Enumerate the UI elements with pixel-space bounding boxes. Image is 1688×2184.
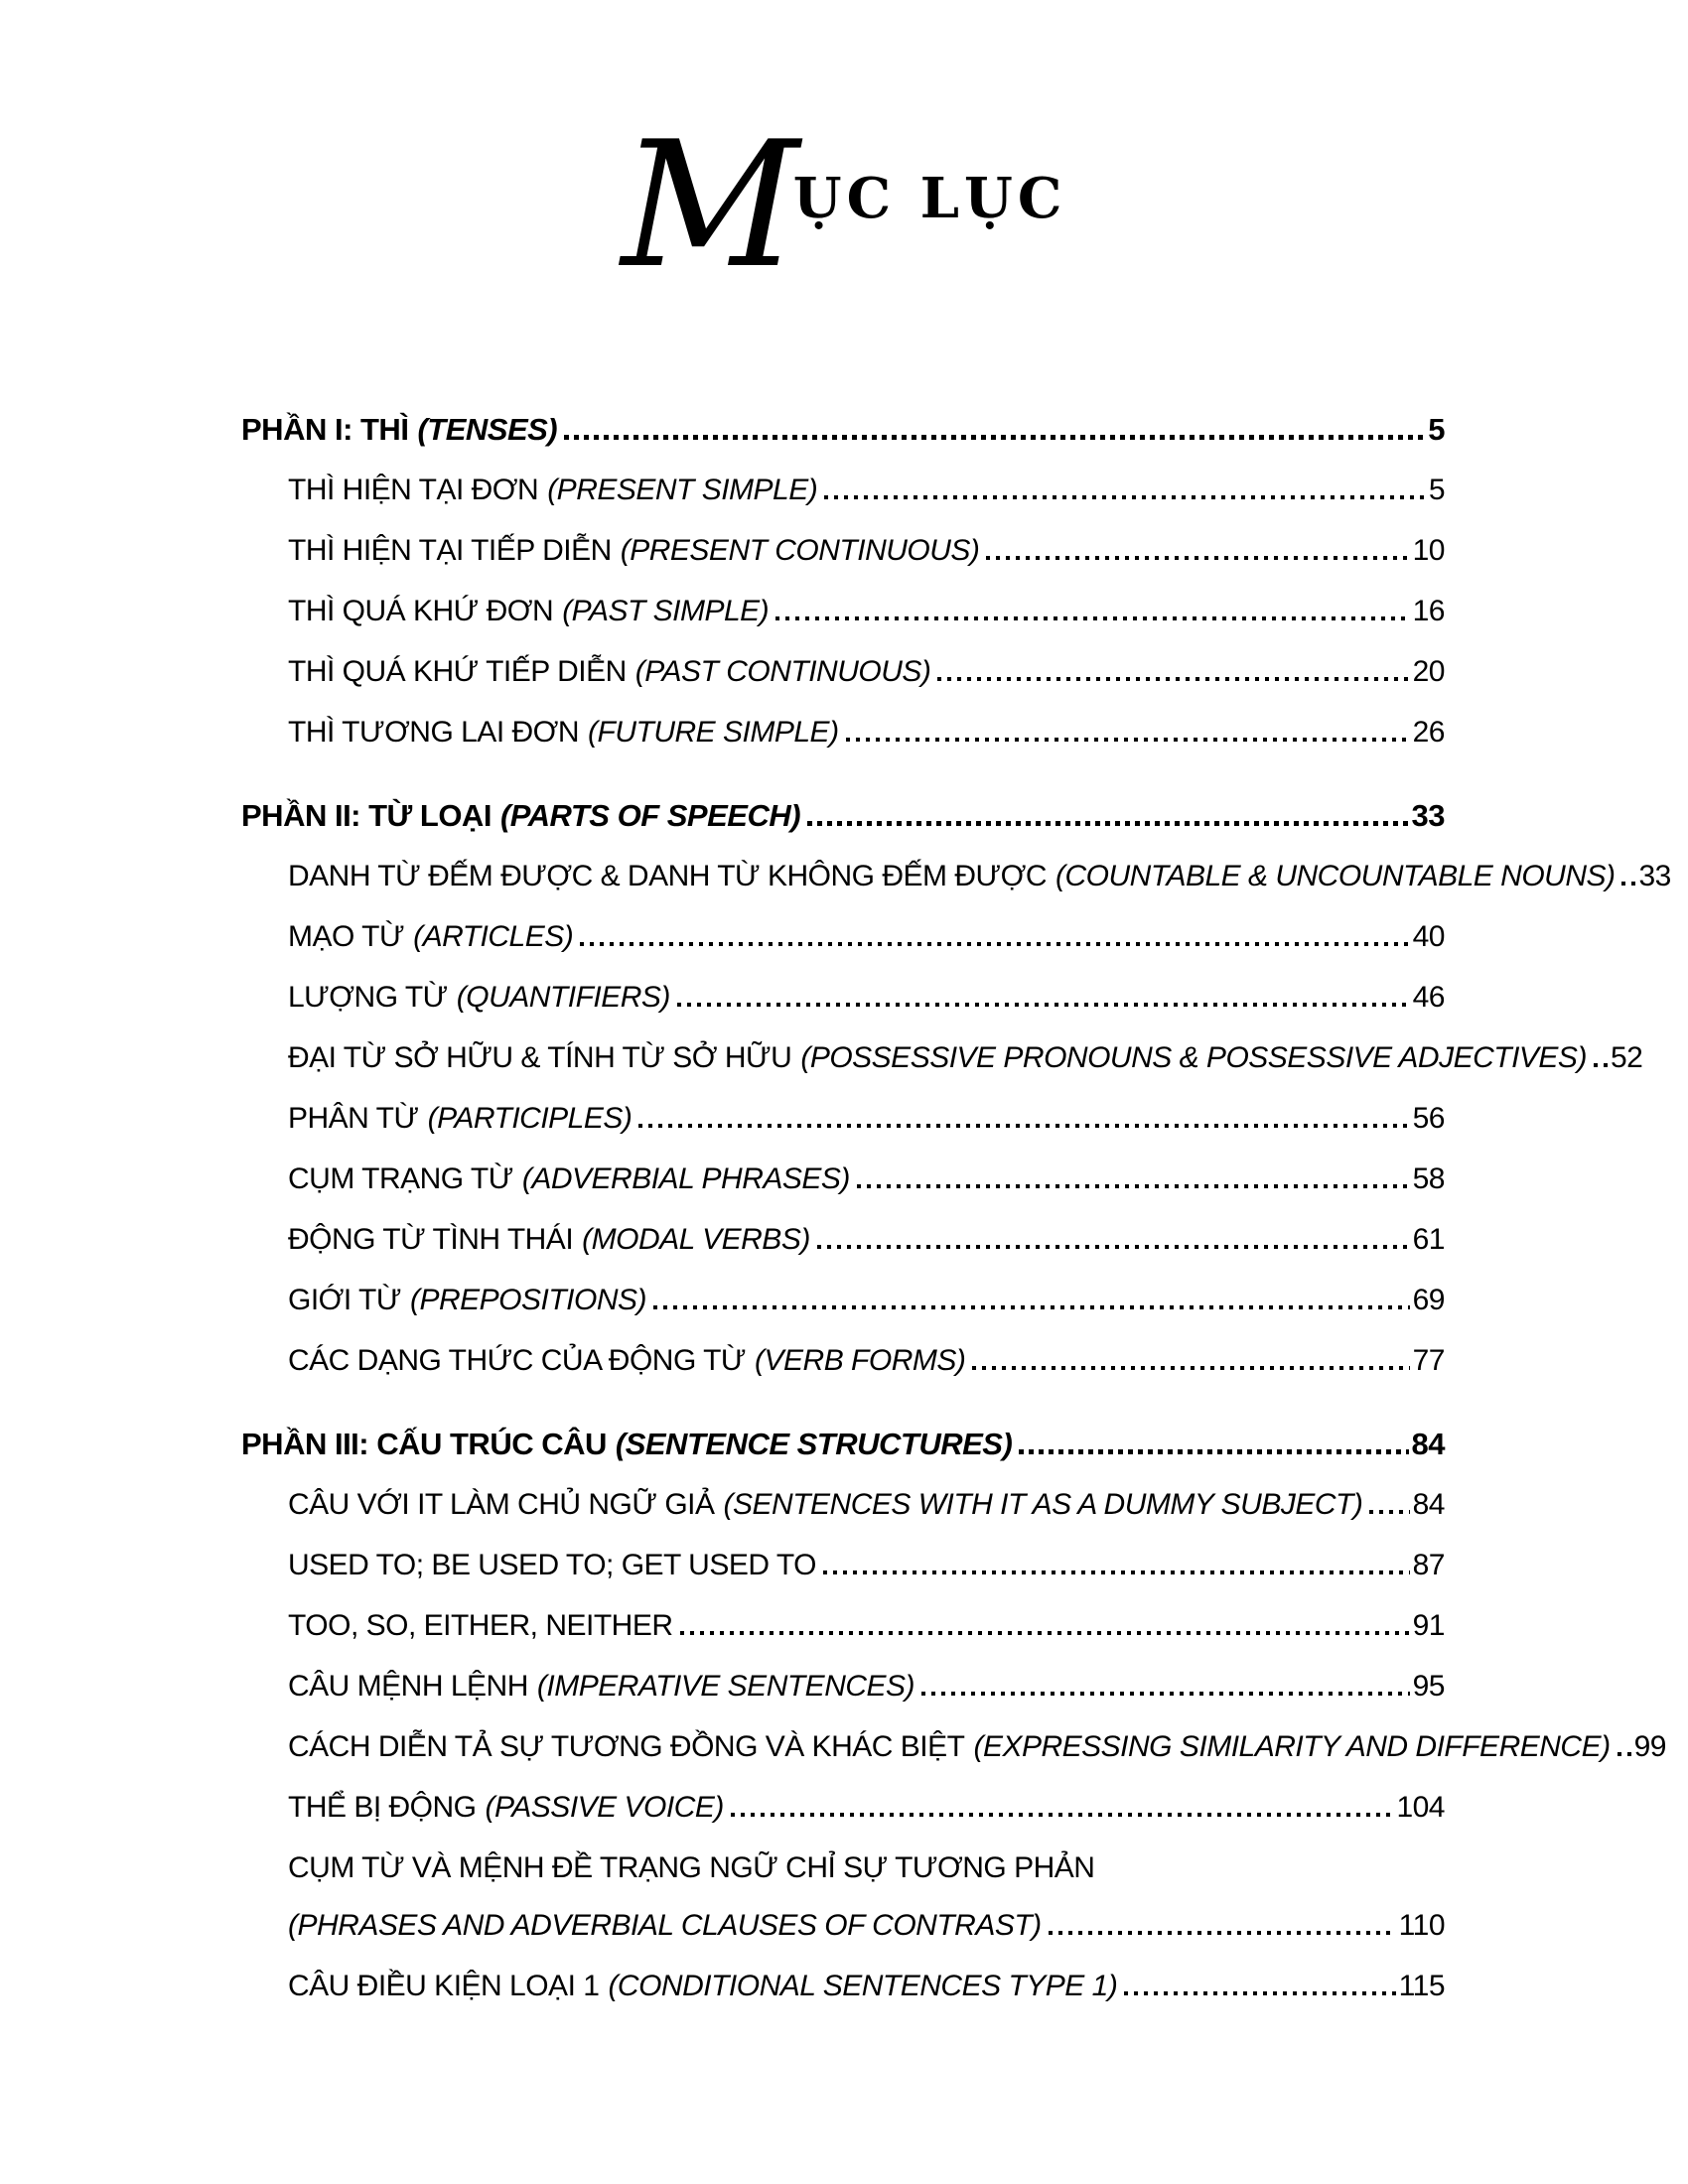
dot-leader bbox=[823, 1570, 1410, 1574]
entry-label bbox=[288, 1283, 646, 1318]
toc-entry bbox=[241, 1729, 1666, 1765]
toc-entry bbox=[241, 715, 1445, 751]
entry-label-vi: CỤM TRẠNG TỪ bbox=[288, 1162, 513, 1195]
toc-entry bbox=[241, 1487, 1445, 1523]
entry-label-vi: CÂU MỆNH LỆNH bbox=[288, 1670, 528, 1703]
entry-label-en: (EXPRESSING SIMILARITY AND DIFFERENCE) bbox=[973, 1730, 1611, 1763]
entry-label bbox=[288, 1040, 1587, 1076]
toc-entry bbox=[241, 1283, 1445, 1318]
section-label-vi: PHẦN II: TỪ LOẠI bbox=[241, 798, 492, 833]
toc-entry bbox=[241, 1850, 1445, 1886]
page-number: 33 bbox=[1411, 798, 1445, 833]
toc-list bbox=[241, 412, 1671, 2029]
dot-leader bbox=[1019, 1449, 1408, 1454]
toc-section-header bbox=[241, 798, 1445, 834]
entry-label-vi: LƯỢNG TỪ bbox=[288, 981, 448, 1014]
page-number: 87 bbox=[1412, 1549, 1445, 1581]
entry-label-vi: CỤM TỪ VÀ MỆNH ĐỀ TRẠNG NGỮ CHỈ SỰ TƯƠNG PHẢN bbox=[288, 1851, 1095, 1884]
entry-label-en: (SENTENCES WITH IT AS A DUMMY SUBJECT) bbox=[723, 1488, 1363, 1521]
entry-label bbox=[288, 715, 839, 751]
toc-entry bbox=[241, 1343, 1445, 1379]
entry-label bbox=[288, 594, 769, 629]
toc-entry bbox=[241, 1222, 1445, 1258]
section-label-en: (PARTS OF SPEECH) bbox=[499, 798, 801, 833]
section-label-vi: PHẦN I: THÌ bbox=[241, 412, 409, 447]
toc-section-header bbox=[241, 412, 1445, 448]
entry-label bbox=[288, 1850, 1094, 1886]
page-number: 69 bbox=[1412, 1284, 1445, 1316]
dot-leader bbox=[638, 1124, 1409, 1128]
dot-leader bbox=[677, 1003, 1410, 1007]
page-number: 77 bbox=[1412, 1344, 1445, 1377]
entry-label-en: (CONDITIONAL SENTENCES TYPE 1) bbox=[608, 1970, 1118, 2002]
page-number: 40 bbox=[1412, 920, 1445, 953]
entry-label-en: (PHRASES AND ADVERBIAL CLAUSES OF CONTRAST) bbox=[288, 1909, 1042, 1942]
entry-label-vi: THÌ TƯƠNG LAI ĐƠN bbox=[288, 716, 580, 749]
toc-entry bbox=[241, 1608, 1445, 1644]
section-label bbox=[241, 412, 557, 448]
entry-label-en: (ADVERBIAL PHRASES) bbox=[521, 1162, 850, 1195]
section-label bbox=[241, 1427, 1012, 1462]
entry-label-en: (PRESENT SIMPLE) bbox=[547, 474, 818, 506]
page-number: 5 bbox=[1428, 412, 1445, 447]
page-number: 20 bbox=[1412, 655, 1445, 688]
toc-entry bbox=[241, 1161, 1445, 1197]
page-number: 16 bbox=[1412, 595, 1445, 627]
entry-label-en: (VERB FORMS) bbox=[755, 1344, 966, 1377]
toc-entry bbox=[241, 594, 1445, 629]
section-label-en: (SENTENCE STRUCTURES) bbox=[615, 1427, 1013, 1461]
entry-label-vi: MẠO TỪ bbox=[288, 920, 405, 953]
entry-label-en: (PARTICIPLES) bbox=[427, 1102, 633, 1135]
entry-label-vi: THÌ QUÁ KHỨ ĐƠN bbox=[288, 595, 554, 627]
page-number: 10 bbox=[1412, 534, 1445, 567]
page-number: 58 bbox=[1412, 1162, 1445, 1195]
page-number: 104 bbox=[1396, 1791, 1445, 1824]
dot-leader bbox=[972, 1366, 1409, 1370]
entry-label bbox=[288, 654, 930, 690]
page-number: 110 bbox=[1398, 1909, 1445, 1942]
dot-leader bbox=[653, 1305, 1410, 1309]
toc-entry bbox=[241, 919, 1445, 955]
section-label-en: (TENSES) bbox=[417, 412, 558, 447]
page-title bbox=[0, 105, 1688, 307]
entry-label-vi: THÌ HIỆN TẠI ĐƠN bbox=[288, 474, 539, 506]
toc-entry bbox=[241, 1969, 1445, 2004]
entry-label bbox=[288, 1729, 1611, 1765]
entry-label-vi: PHÂN TỪ bbox=[288, 1102, 419, 1135]
entry-label bbox=[288, 1608, 673, 1644]
dot-leader bbox=[807, 821, 1408, 826]
toc-entry bbox=[241, 980, 1445, 1016]
toc-entry bbox=[241, 859, 1671, 894]
section-label-vi: PHẦN III: CẤU TRÚC CÂU bbox=[241, 1427, 607, 1461]
entry-label-en: (PAST SIMPLE) bbox=[562, 595, 770, 627]
page-number: 56 bbox=[1412, 1102, 1445, 1135]
dot-leader bbox=[824, 495, 1426, 499]
page-number: 91 bbox=[1412, 1609, 1445, 1642]
page-number: 33 bbox=[1638, 860, 1671, 892]
dot-leader bbox=[857, 1184, 1410, 1188]
entry-label-vi: CÁC DẠNG THỨC CỦA ĐỘNG TỪ bbox=[288, 1344, 747, 1377]
entry-label-en: (QUANTIFIERS) bbox=[456, 981, 670, 1014]
dot-leader bbox=[564, 435, 1425, 440]
toc-entry bbox=[241, 533, 1445, 569]
section-label bbox=[241, 798, 800, 834]
dot-leader bbox=[680, 1631, 1410, 1635]
page-number: 61 bbox=[1412, 1223, 1445, 1256]
entry-label bbox=[288, 1222, 810, 1258]
page-number: 115 bbox=[1398, 1970, 1445, 2002]
entry-label bbox=[288, 1101, 632, 1137]
entry-label bbox=[288, 1669, 914, 1705]
entry-label-vi: CÁCH DIỄN TẢ SỰ TƯƠNG ĐỒNG VÀ KHÁC BIỆT bbox=[288, 1730, 965, 1763]
toc-entry bbox=[241, 473, 1445, 508]
dot-leader bbox=[921, 1692, 1410, 1696]
entry-label bbox=[288, 1343, 965, 1379]
toc-entry bbox=[241, 1669, 1445, 1705]
entry-label-en: (PREPOSITIONS) bbox=[409, 1284, 646, 1316]
dot-leader bbox=[775, 616, 1409, 620]
entry-label-vi: THỂ BỊ ĐỘNG bbox=[288, 1791, 477, 1824]
entry-label-en: (PASSIVE VOICE) bbox=[485, 1791, 724, 1824]
title-initial-letter: M bbox=[621, 105, 793, 307]
page-number: 26 bbox=[1412, 716, 1445, 749]
entry-label-en: (PRESENT CONTINUOUS) bbox=[620, 534, 980, 567]
entry-label bbox=[288, 859, 1615, 894]
dot-leader bbox=[937, 677, 1409, 681]
dot-leader bbox=[1049, 1931, 1396, 1935]
page-number: 52 bbox=[1610, 1041, 1643, 1074]
entry-label bbox=[288, 1548, 816, 1583]
toc-entry bbox=[241, 1101, 1445, 1137]
toc-entry bbox=[241, 654, 1445, 690]
toc-entry bbox=[241, 1790, 1445, 1826]
page-number: 99 bbox=[1633, 1730, 1666, 1763]
entry-label-en: (PAST CONTINUOUS) bbox=[634, 655, 931, 688]
entry-label-en: (ARTICLES) bbox=[413, 920, 574, 953]
page-number: 84 bbox=[1411, 1427, 1445, 1461]
dot-leader bbox=[731, 1813, 1394, 1817]
toc-entry bbox=[241, 1040, 1643, 1076]
entry-label-vi: TOO, SO, EITHER, NEITHER bbox=[288, 1609, 673, 1642]
toc-section-header bbox=[241, 1427, 1445, 1462]
entry-label-vi: USED TO; BE USED TO; GET USED TO bbox=[288, 1549, 816, 1581]
entry-label-vi: CÂU VỚI IT LÀM CHỦ NGỮ GIẢ bbox=[288, 1488, 715, 1521]
entry-label-en: (POSSESSIVE PRONOUNS & POSSESSIVE ADJECTIVES) bbox=[800, 1041, 1587, 1074]
entry-label bbox=[288, 1161, 850, 1197]
dot-leader bbox=[986, 556, 1409, 560]
page-number: 95 bbox=[1412, 1670, 1445, 1703]
entry-label-en: (MODAL VERBS) bbox=[582, 1223, 810, 1256]
entry-label bbox=[288, 1790, 724, 1826]
dot-leader bbox=[1621, 882, 1635, 886]
page-number: 46 bbox=[1412, 981, 1445, 1014]
entry-label bbox=[288, 473, 817, 508]
entry-label-vi: ĐẠI TỪ SỞ HỮU & TÍNH TỪ SỞ HỮU bbox=[288, 1041, 792, 1074]
entry-label bbox=[288, 980, 670, 1016]
entry-label bbox=[288, 919, 573, 955]
dot-leader bbox=[1618, 1752, 1631, 1756]
page-number: 5 bbox=[1428, 474, 1445, 506]
dot-leader bbox=[580, 942, 1409, 946]
entry-label bbox=[288, 533, 979, 569]
entry-label-vi: DANH TỪ ĐẾM ĐƯỢC & DANH TỪ KHÔNG ĐẾM ĐƯỢC bbox=[288, 860, 1048, 892]
toc-entry bbox=[241, 1548, 1445, 1583]
entry-label-vi: CÂU ĐIỀU KIỆN LOẠI 1 bbox=[288, 1970, 600, 2002]
entry-label-en: (FUTURE SIMPLE) bbox=[588, 716, 839, 749]
page-number: 84 bbox=[1412, 1488, 1445, 1521]
dot-leader bbox=[846, 738, 1410, 742]
dot-leader bbox=[817, 1245, 1410, 1249]
entry-label-vi: GIỚI TỪ bbox=[288, 1284, 401, 1316]
dot-leader bbox=[1594, 1063, 1608, 1067]
entry-label-en: (IMPERATIVE SENTENCES) bbox=[536, 1670, 915, 1703]
dot-leader bbox=[1124, 1991, 1395, 1995]
entry-label-vi: THÌ HIỆN TẠI TIẾP DIỄN bbox=[288, 534, 612, 567]
entry-label bbox=[288, 1908, 1042, 1944]
entry-label-vi: ĐỘNG TỪ TÌNH THÁI bbox=[288, 1223, 574, 1256]
dot-leader bbox=[1369, 1510, 1409, 1514]
title-rest-text: ỤC LỤC bbox=[792, 166, 1067, 231]
entry-label bbox=[288, 1969, 1117, 2004]
entry-label-vi: THÌ QUÁ KHỨ TIẾP DIỄN bbox=[288, 655, 627, 688]
entry-label bbox=[288, 1487, 1362, 1523]
toc-entry-continuation bbox=[241, 1908, 1445, 1944]
entry-label-en: (COUNTABLE & UNCOUNTABLE NOUNS) bbox=[1055, 860, 1616, 892]
